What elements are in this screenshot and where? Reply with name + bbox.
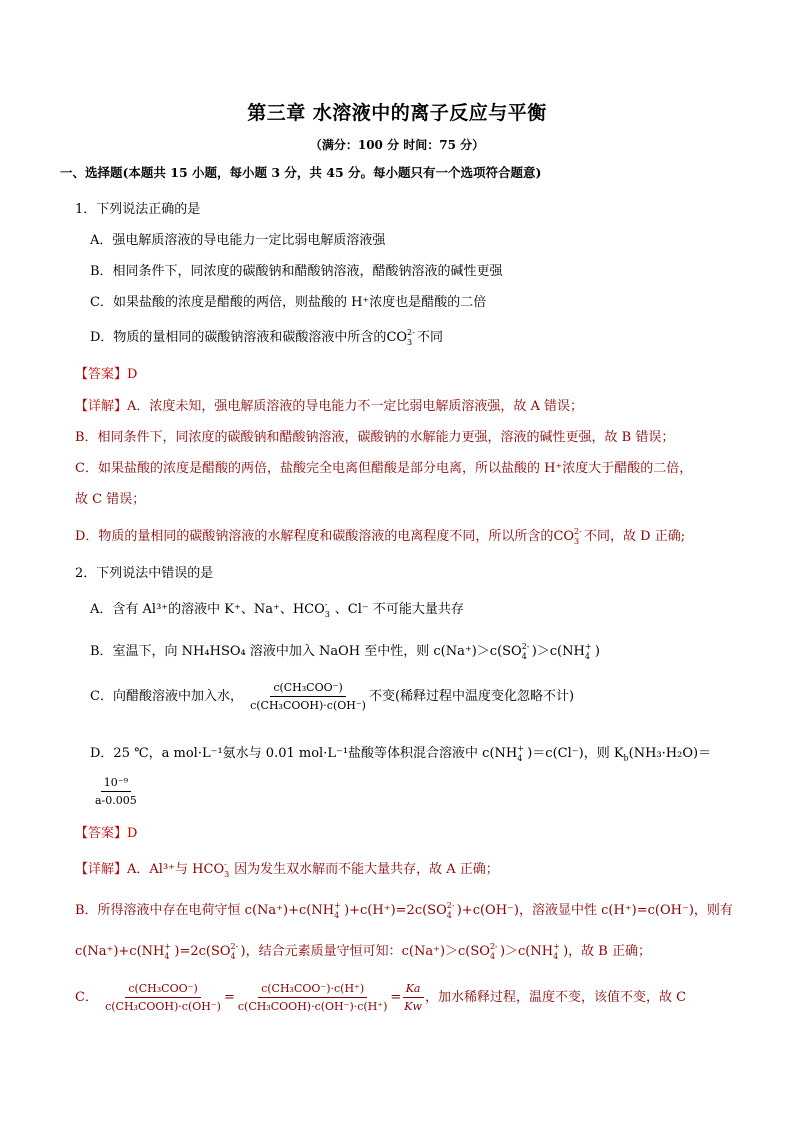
q2-option-a: A．含有 Al³⁺的溶液中 K⁺、Na⁺、HCO - 3 、Cl⁻ 不可能大量共存 [90, 599, 464, 619]
detail-b2-end: )，故 B 正确； [563, 944, 651, 959]
detail-a-end: 因为发生双水解而不能大量共存，故 A 正确； [234, 862, 499, 877]
fraction-denominator: Kw [404, 1000, 422, 1013]
fraction-numerator: Ka [403, 982, 424, 998]
fraction-numerator: c(CH₃COO⁻) [125, 982, 200, 998]
detail-b2-mid2: )，结合元素质量守恒可知：c(Na⁺)＞c(SO [240, 944, 490, 959]
fraction-denominator: c(CH₃COOH)·c(OH⁻) [105, 1000, 221, 1013]
q2-option-d: D．25 ℃，a mol·L⁻¹氨水与 0.01 mol·L⁻¹盐酸等体积混合溶液中 c(NH + 4 )＝c(Cl⁻)，则 $K_b(NH_3\cdot H_2O)=$ [90, 743, 712, 763]
q1-detail-b: B．相同条件下，同浓度的碳酸钠和醋酸钠溶液，碳酸钠的水解能力更强，溶液的碱性更强，故 B 错误； [75, 430, 675, 445]
carbonate-ion: CO [553, 529, 575, 544]
answer-tag: 【答案】 [75, 367, 128, 382]
q2-detail-c: C． $\frac{\text{c(CH₃COO⁻)}}{\text{c(CH₃COOH)·c(OH⁻)}}$ = $\frac{\text{c(CH₃COO⁻)·c(H⁺)}}{\text{c(CH₃COOH)·c(OH⁻)·c(H⁺)}}$ = $\frac{Ka}{Kw}$ ，加水稀释过程，温度不变，该值不变，故 C [75, 982, 687, 1013]
q1-detail-a [75, 395, 583, 414]
q1-detail-c1: C．如果盐酸的浓度是醋酸的两倍，盐酸完全电离但醋酸是部分电离，所以盐酸的 H⁺浓度大于醋酸的二倍， [75, 461, 693, 476]
detail-c-label: C． [75, 990, 98, 1005]
fraction-denominator: a-0.005 [95, 794, 137, 807]
q1-option-a: A．强电解质溶液的导电能力一定比弱电解质溶液强 [90, 233, 386, 248]
q2-option-d-end: (NH₃·H₂O)＝ [628, 746, 712, 761]
q1-option-d: D．物质的量相同的碳酸钠溶液和碳酸溶液中所含的CO 2- 3 不同 [90, 327, 444, 347]
q2-option-b-text: B．室温下，向 NH₄HSO₄ 溶液中加入 NaOH 至中性，则 c(Na⁺)＞c(SO [90, 644, 522, 659]
detail-b2-mid3: )＞c(NH [499, 944, 554, 959]
q2-option-b-end: ) [594, 644, 600, 659]
fraction-numerator: c(CH₃COO⁻)·c(H⁺) [258, 982, 367, 998]
q2-option-d-fraction [92, 776, 140, 807]
detail-b1-end: )+c(OH⁻)，溶液显中性 c(H⁺)=c(OH⁻)，则有 [456, 903, 733, 918]
q2-option-d-mid: )＝c(Cl⁻)，则 K [527, 746, 624, 761]
page-title: 第三章 水溶液中的离子反应与平衡 [247, 102, 547, 124]
fraction-numerator: c(CH₃COO⁻) [270, 681, 345, 697]
detail-c-fraction-3 [401, 982, 425, 1013]
detail-tag: 【详解】 [75, 399, 128, 414]
detail-tag: 【详解】 [75, 862, 128, 877]
fraction-numerator: 10⁻⁹ [101, 776, 131, 792]
fraction-denominator: c(CH₃COOH)·c(OH⁻)·c(H⁺) [237, 1000, 388, 1013]
q2-option-c [90, 681, 574, 712]
q2-option-c-text: C．向醋酸溶液中加入水， [90, 689, 243, 704]
q1-option-b: B．相同条件下，同浓度的碳酸钠和醋酸钠溶液，醋酸钠溶液的碱性更强 [90, 264, 503, 279]
q1-option-d-end: 不同 [417, 330, 444, 345]
q2-detail-b1: B．所得溶液中存在电荷守恒 c(Na⁺)+c(NH + 4 )+c(H⁺)=2c(SO 2- 4 )+c(OH⁻)，溶液显中性 c(H⁺)=c(OH⁻)，则有 [75, 900, 733, 920]
section-heading: 一、选择题(本题共 15 小题，每小题 3 分，共 45 分。每小题只有一个选项符合题意) [60, 165, 542, 180]
detail-b2-text: c(Na⁺)+c(NH [75, 944, 165, 959]
answer-tag: 【答案】 [75, 826, 128, 841]
q2-detail-b2: c(Na⁺)+c(NH + 4 )=2c(SO 2- 4 )，结合元素质量守恒可知：c(Na⁺)＞c(SO 2- 4 )＞c(NH + 4 )，故 B 正确； [75, 941, 651, 961]
detail-c-fraction-2 [235, 982, 391, 1013]
q1-detail-c2: 故 C 错误； [75, 492, 146, 507]
q2-option-b: B．室温下，向 NH₄HSO₄ 溶液中加入 NaOH 至中性，则 c(Na⁺)＞c(SO 2- 4 )＞c(NH + 4 ) [90, 641, 600, 661]
q2-answer [75, 822, 137, 841]
detail-a-text: A．Al³⁺与 HCO [127, 862, 225, 877]
answer-value: D [127, 826, 138, 841]
q2-detail-a: 【详解】A．Al³⁺与 HCO - 3 因为发生双水解而不能大量共存，故 A 正确； [75, 859, 499, 879]
q2-stem: 2．下列说法中错误的是 [75, 566, 214, 581]
q2-option-b-mid: )＞c(NH [531, 644, 585, 659]
detail-a-text: A．浓度未知，强电解质溶液的导电能力不一定比弱电解质溶液强，故 A 错误； [127, 399, 584, 414]
detail-b1-text: B．所得溶液中存在电荷守恒 c(Na⁺)+c(NH [75, 903, 335, 918]
q1-detail-d: D．物质的量相同的碳酸钠溶液的水解程度和碳酸溶液的电离程度不同，所以所含的CO 2- 3 不同，故 D 正确; [75, 526, 686, 546]
detail-b2-mid: )=2c(SO [174, 944, 231, 959]
q2-option-c-fraction [247, 681, 369, 712]
detail-c-fraction-1 [102, 982, 224, 1013]
q2-option-c-end: 不变(稀释过程中温度变化忽略不计) [368, 689, 575, 704]
q1-option-d-text: D．物质的量相同的碳酸钠溶液和碳酸溶液中所含的 [90, 330, 387, 345]
answer-value: D [127, 367, 138, 382]
q2-option-d-text: D．25 ℃，a mol·L⁻¹氨水与 0.01 mol·L⁻¹盐酸等体积混合溶液中 c(NH [90, 746, 518, 761]
detail-d-text: D．物质的量相同的碳酸钠溶液的水解程度和碳酸溶液的电离程度不同，所以所含的 [75, 529, 554, 544]
detail-b1-mid: )+c(H⁺)=2c(SO [344, 903, 447, 918]
detail-c-end: ，加水稀释过程，温度不变，该值不变，故 C [424, 990, 687, 1005]
q1-answer [75, 363, 137, 382]
carbonate-ion: CO [386, 330, 408, 345]
q1-stem: 1．下列说法正确的是 [75, 202, 201, 217]
q2-option-a-text: A．含有 Al³⁺的溶液中 K⁺、Na⁺、HCO [90, 602, 325, 617]
detail-d-end: 不同，故 D 正确; [584, 529, 686, 544]
q2-option-a-end: 、Cl⁻ 不可能大量共存 [334, 602, 464, 617]
fraction-denominator: c(CH₃COOH)·c(OH⁻) [250, 699, 366, 712]
q1-option-c: C．如果盐酸的浓度是醋酸的两倍，则盐酸的 H⁺浓度也是醋酸的二倍 [90, 295, 487, 310]
page-subtitle: （满分：100 分 时间：75 分） [309, 138, 485, 152]
